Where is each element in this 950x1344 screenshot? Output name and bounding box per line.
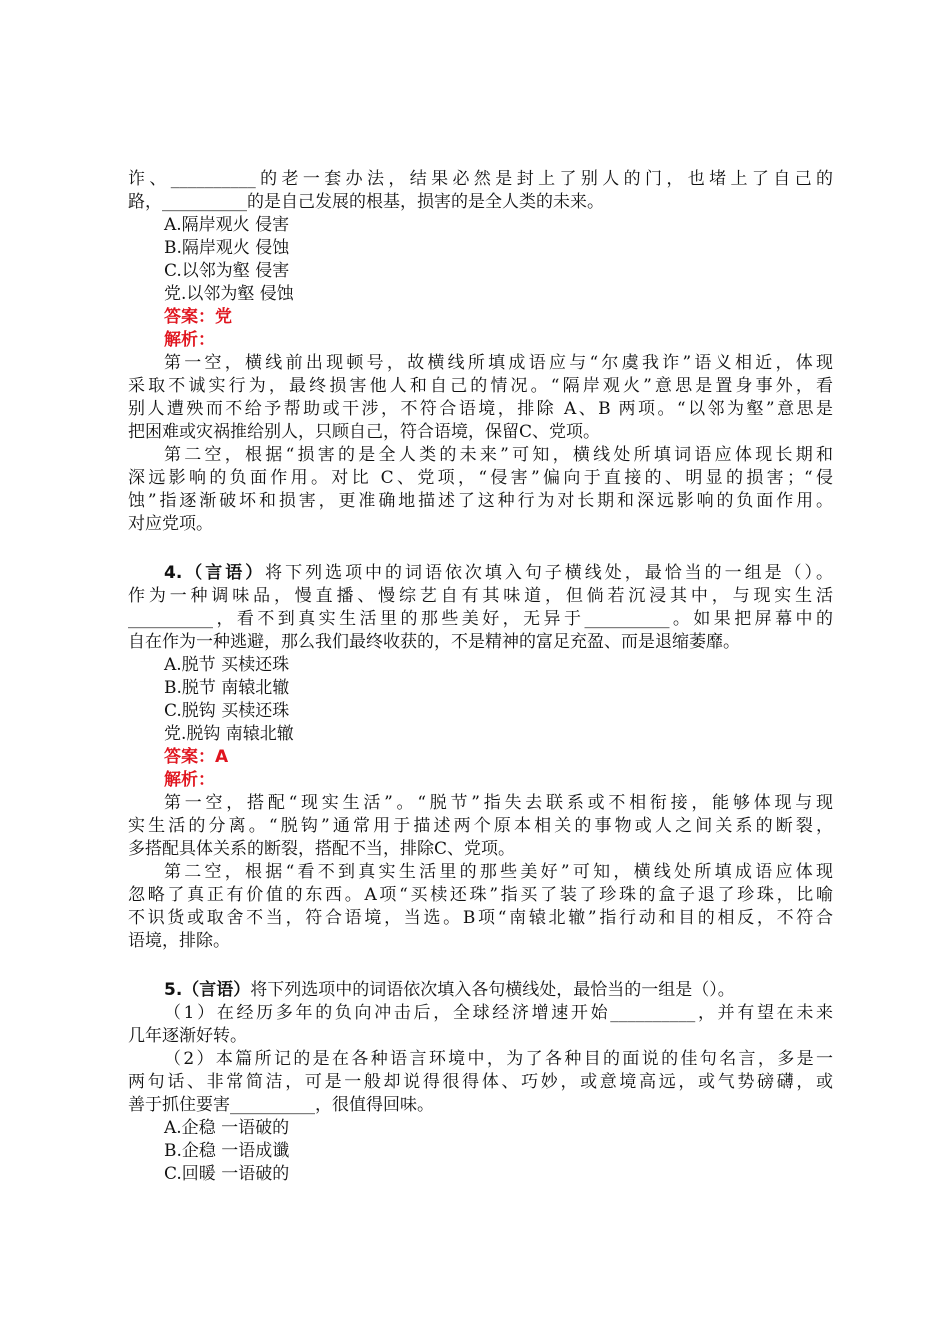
q3-stem-line-1: 诈、__________的老一套办法，结果必然是封上了别人的门，也堵上了自己的 (128, 169, 833, 189)
q4-option-d: 党.脱钩 南辕北辙 (164, 724, 294, 744)
q5-option-c: C.回暖 一语破的 (164, 1164, 290, 1184)
q4-analysis-p2-line-3: 不识货或取舍不当，符合语境，当选。B项“南辕北辙”指行动和目的相反，不符合 (128, 908, 833, 928)
q4-analysis-p2-line-1: 第二空，根据“看不到真实生活里的那些美好”可知，横线处所填成语应体现 (164, 862, 833, 882)
q3-analysis-p2-line-4: 对应党项。 (128, 514, 213, 534)
spacer (128, 953, 833, 979)
q4-analysis-p2-line-2: 忽略了真正有价值的东西。A项“买椟还珠”指买了装了珍珠的盒子退了珍珠，比喻 (128, 885, 833, 905)
q4-analysis-p2-line-4: 语境，排除。 (128, 931, 230, 951)
q4-stem-line-2: 作为一种调味品，慢直播、慢综艺自有其味道，但倘若沉浸其中，与现实生活 (128, 586, 833, 606)
q3-option-d: 党.以邻为壑 侵蚀 (164, 284, 294, 304)
q5-stem-line-1 (128, 979, 833, 1002)
q5-item2-line-2: 两句话、非常简洁，可是一般却说得很得体、巧妙，或意境高远，或气势磅礴，或 (128, 1072, 833, 1092)
q5-item2-line-1: （2）本篇所记的是在各种语言环境中，为了各种目的面说的佳句名言，多是一 (164, 1049, 833, 1069)
q3-analysis-p2-line-1: 第二空，根据“损害的是全人类的未来”可知，横线处所填词语应体现长期和 (164, 445, 833, 465)
q3-analysis-p2-line-3: 蚀”指逐渐破坏和损害，更准确地描述了这种行为对长期和深远影响的负面作用。 (128, 491, 833, 511)
document-page (128, 168, 833, 1186)
q3-stem-line-2: 路，__________的是自己发展的根基，损害的是全人类的未来。 (128, 192, 604, 212)
q4-option-c: C.脱钩 买椟还珠 (164, 701, 290, 721)
q3-option-b: B.隔岸观火 侵蚀 (164, 238, 290, 258)
q3-analysis-p1-line-4: 把困难或灾祸推给别人，只顾自己，符合语境，保留C、党项。 (128, 422, 601, 442)
q3-option-c: C.以邻为壑 侵害 (164, 261, 290, 281)
q4-analysis-p1-line-2: 实生活的分离。“脱钩”通常用于描述两个原本相关的事物或人之间关系的断裂， (128, 816, 833, 836)
q4-analysis-p1-line-1: 第一空，搭配“现实生活”。“脱节”指失去联系或不相衔接，能够体现与现 (164, 793, 833, 813)
q3-analysis-label: 解析： (164, 330, 215, 350)
q4-stem-line-4: 自在作为一种逃避，那么我们最终收获的，不是精神的富足充盈、而是退缩萎靡。 (128, 632, 740, 652)
q4-analysis-label: 解析： (164, 770, 215, 790)
q5-option-a: A.企稳 一语破的 (164, 1118, 290, 1138)
q5-item1-line-1: （1）在经历多年的负向冲击后，全球经济增速开始__________，并有望在未来 (164, 1003, 833, 1023)
q3-analysis-p1-line-2: 采取不诚实行为，最终损害他人和自己的情况。“隔岸观火”意思是置身事外，看 (128, 376, 833, 396)
q5-item1-line-2: 几年逐渐好转。 (128, 1026, 247, 1046)
q5-option-b: B.企稳 一语成谶 (164, 1141, 290, 1161)
q4-stem-line-1 (128, 562, 833, 585)
spacer (128, 536, 833, 562)
q3-analysis-p1-line-3: 别人遭殃而不给予帮助或干涉，不符合语境，排除 A、B 两项。“以邻为壑”意思是 (128, 399, 833, 419)
q5-stem-first: 将下列选项中的词语依次填入各句横线处，最恰当的一组是（）。 (250, 980, 735, 1000)
q4-stem-line-3: __________，看不到真实生活里的那些美好，无异于__________。如果把屏幕中的 (128, 609, 833, 629)
q3-analysis-p2-line-2: 深远影响的负面作用。对比 C、党项，“侵害”偏向于直接的、明显的损害；“侵 (128, 468, 833, 488)
q4-analysis-p1-line-3: 多搭配具体关系的断裂，搭配不当，排除C、党项。 (128, 839, 516, 859)
q3-answer: 答案：党 (164, 307, 232, 327)
q4-option-b: B.脱节 南辕北辙 (164, 678, 290, 698)
q4-option-a: A.脱节 买椟还珠 (164, 655, 290, 675)
q5-item2-line-3: 善于抓住要害__________，很值得回味。 (128, 1095, 434, 1115)
q4-stem-first: 将下列选项中的词语依次填入句子横线处，最恰当的一组是（）。 (265, 563, 833, 583)
q5-number: 5.（言语） (164, 980, 251, 1000)
q3-analysis-p1-line-1: 第一空，横线前出现顿号，故横线所填成语应与“尔虞我诈”语义相近，体现 (164, 353, 833, 373)
q4-answer: 答案：A (164, 747, 229, 767)
q3-option-a: A.隔岸观火 侵害 (164, 215, 290, 235)
q4-number: 4.（言语） (164, 563, 266, 583)
